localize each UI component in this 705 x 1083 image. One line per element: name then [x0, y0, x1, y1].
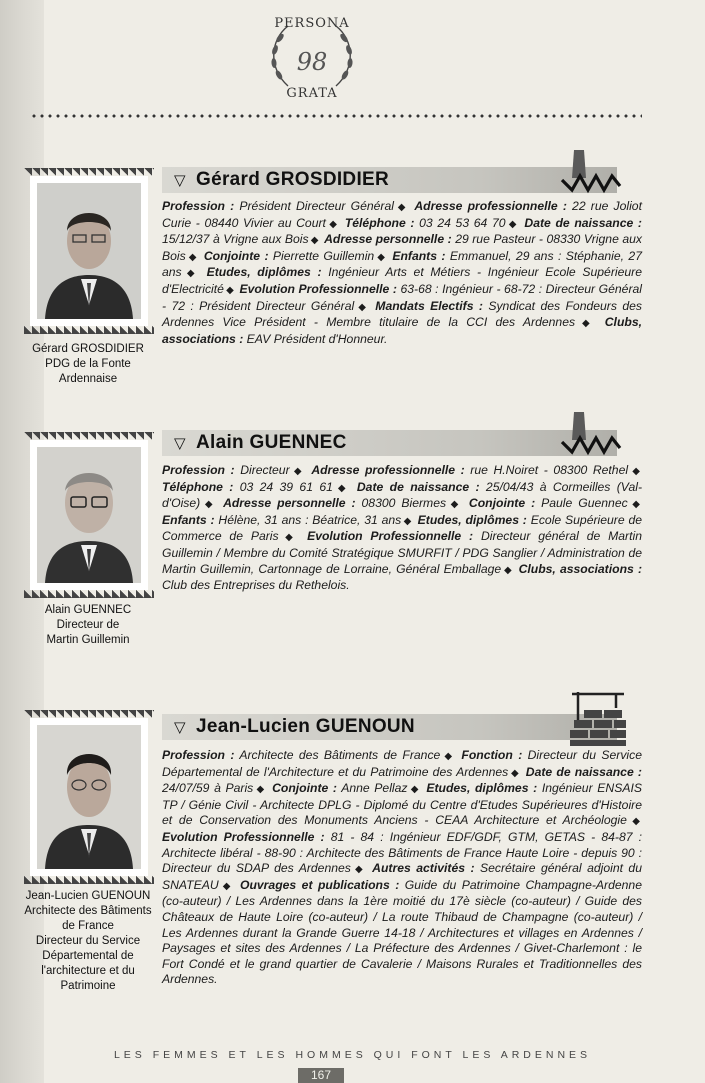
emblem-number: 98	[296, 48, 328, 76]
caption-role-line: l'architecture et du	[41, 965, 135, 977]
triangle-down-icon: ▽	[174, 434, 186, 452]
caption-role-line: PDG de la Fonte	[45, 358, 131, 370]
person-name: Jean-Lucien GUENOUN	[196, 716, 415, 737]
page-number: 167	[298, 1068, 344, 1083]
triangle-down-icon: ▽	[174, 171, 186, 189]
caption-role-line: de France	[62, 920, 114, 932]
caption-role-line: Architecte des Bâtiments	[24, 905, 152, 917]
triangle-down-icon: ▽	[174, 718, 186, 736]
portrait-figure-icon	[37, 725, 141, 869]
caption-name: Jean-Lucien GUENOUN	[25, 890, 151, 902]
portrait-photo	[30, 176, 148, 326]
name-banner	[162, 167, 617, 193]
caption-role-line: Départemental de	[42, 950, 134, 962]
caption-role-line: Directeur du Service	[35, 935, 141, 947]
portrait-caption	[18, 603, 158, 648]
portrait-caption	[18, 889, 158, 994]
metal-logo-icon	[560, 412, 622, 458]
caption-role-line: Ardennaise	[58, 373, 118, 385]
persona-grata-emblem	[258, 8, 366, 104]
emblem-top-word: PERSONA	[274, 16, 350, 31]
emblem-bottom-word: GRATA	[286, 86, 338, 101]
crane-bricks-icon	[566, 688, 628, 748]
name-banner	[162, 714, 617, 740]
name-banner	[162, 430, 617, 456]
caption-role-line: Patrimoine	[60, 980, 116, 992]
dotted-divider	[30, 112, 642, 120]
caption-name: Alain GUENNEC	[44, 604, 132, 616]
caption-name: Gérard GROSDIDIER	[32, 343, 144, 355]
person-name: Alain GUENNEC	[196, 432, 347, 453]
person-name: Gérard GROSDIDIER	[196, 169, 390, 190]
caption-role-line: Martin Guillemin	[46, 634, 130, 646]
portrait-photo	[30, 440, 148, 590]
biography-text: Profession : Architecte des Bâtiments de France ◆ Fonction : Directeur du Service Départemental de l'Architecture et du Patrimoine des Ardennes ◆ Date de naissance : 24/07/59 à Paris ◆ Conjointe : Anne Pellaz ◆ Etudes, diplômes : Ingénieur ENSAIS TP / Génie Civil - Architecte DPLG - Diplomé du Centre d'Etudes Supérieures d'Histoire et de Conservation des Monuments Anciens - CEAA Architecture et Archéologie ◆ Evolution Professionnelle : 81 - 84 : Ingénieur EDF/GDF, GTM, GETAS - 84-87 : Architecte libéral - 88-90 : Architecte des Bâtiments de France Haute Loire - depuis 90 : Directeur du SDAP des Ardennes ◆ Autres activités : Secrétaire général adjoint du SNATEAU ◆ Ouvrages et publications : Guide du Patrimoine Champagne-Ardenne (co-auteur) / Les Ardennes dans la 1ère moitié du 17è siècle (co-auteur) / Guide des Châteaux de Haute Loire (co-auteur) / La route Thibaud de Champagne (co-auteur) / Les Ardennes durant la Grande Guerre 14-18 / Architectures et villages en Ardennes / Paysages et sites des Ardennes / La Préfecture des Ardennes / Givet-Charlemont : le Fort Condé et le grand quartier de Cavalerie / Maisons Rurales et Traditionnelles des Ardennes.	[162, 748, 642, 987]
portrait-caption	[18, 342, 158, 387]
metal-logo-icon	[560, 150, 622, 196]
biography-text: Profession : Président Directeur Général ◆ Adresse professionnelle : 22 rue Joliot Curie - 08440 Vivier au Court ◆ Téléphone : 03 24 53 64 70 ◆ Date de naissance : 15/12/37 à Vrigne aux Bois ◆ Adresse personnelle : 29 rue Pasteur - 08330 Vrigne aux Bois ◆ Conjointe : Pierrette Guillemin ◆ Enfants : Emmanuel, 29 ans : Stéphanie, 27 ans ◆ Etudes, diplômes : Ingénieur Arts et Métiers - Ingénieur Ecole Supérieure d'Electricité ◆ Evolution Professionnelle : 63-68 : Ingénieur - 68-72 : Directeur Général - 72 : Président Directeur Général ◆ Mandats Electifs : Syndicat des Fondeurs des Ardennes Vice Président - Membre titulaire de la CCI des Ardennes ◆ Clubs, associations : EAV Président d'Honneur.	[162, 199, 643, 346]
caption-role-line: Directeur de	[56, 619, 120, 631]
portrait-figure-icon	[37, 447, 141, 583]
footer-running-title: LES FEMMES ET LES HOMMES QUI FONT LES ARDENNES	[113, 1049, 592, 1061]
portrait-photo	[30, 718, 148, 876]
portrait-figure-icon	[37, 183, 141, 319]
biography-text: Profession : Directeur ◆ Adresse professionnelle : rue H.Noiret - 08300 Rethel ◆ Téléphone : 03 24 39 61 61 ◆ Date de naissance : 25/04/43 à Cormeilles (Val-d'Oise) ◆ Adresse personnelle : 08300 Biermes ◆ Conjointe : Paule Guennec ◆ Enfants : Hélène, 31 ans : Béatrice, 31 ans ◆ Etudes, diplômes : Ecole Supérieure de Commerce de Paris ◆ Evolution Professionnelle : Directeur général de Martin Guillemin / Membre du Comité Stratégique SMURFIT / PDG Sanglier / Administration de Martin Guillemin, Cartonnage de Lorraine, Général Emballage ◆ Clubs, associations : Club des Entreprises du Rethelois.	[162, 463, 643, 593]
